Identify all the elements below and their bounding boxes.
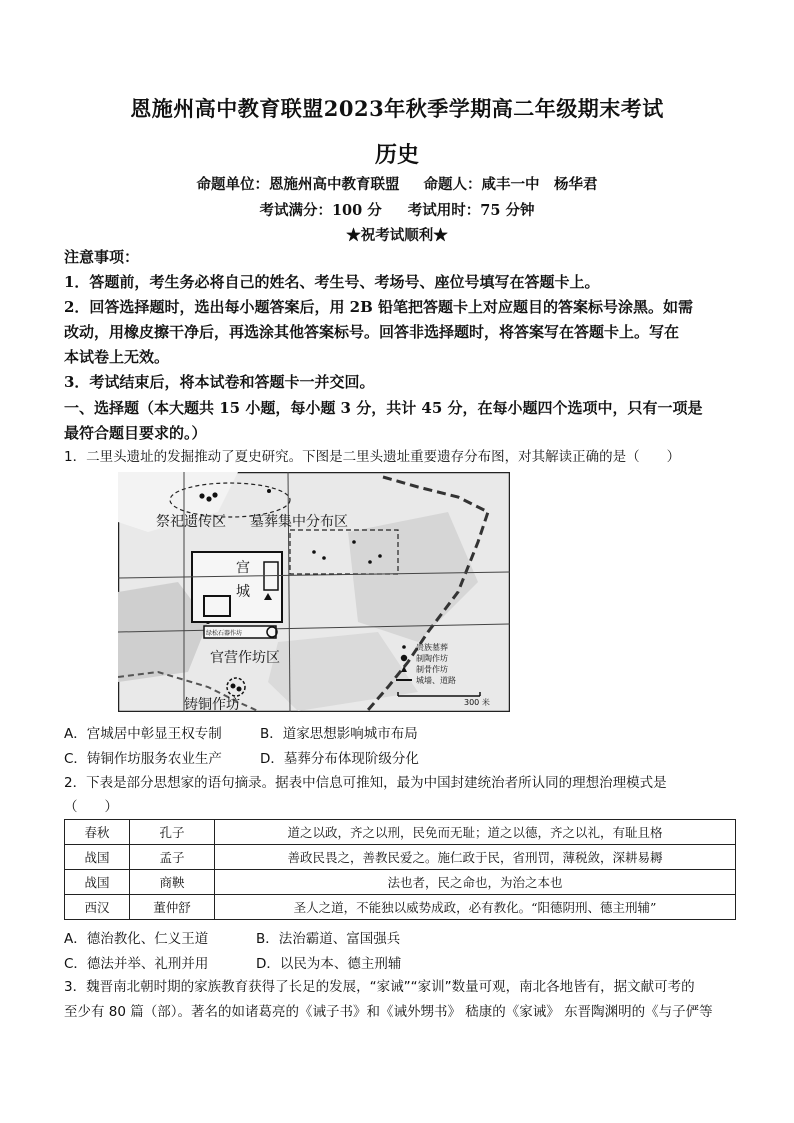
section-heading-cont: 最符合题目要求的。） bbox=[64, 424, 207, 442]
table-row bbox=[65, 845, 736, 870]
note-item: 1．答题前，考生务必将自己的姓名、考生号、考场号、座位号填写在答题卡上。 bbox=[64, 273, 600, 291]
good-luck-wish: ★祝考试顺利★ bbox=[346, 227, 448, 244]
question-3-stem: 3．魏晋南北朝时期的家族教育获得了长足的发展，“家诫”“家训”数量可观，南北各地皆有，据文献可考的 bbox=[64, 979, 695, 995]
q1-option-b[interactable]: B．道家思想影响城市布局 bbox=[260, 726, 418, 742]
table-cell-thinker: 孟子 bbox=[130, 845, 215, 870]
map-label-small: 绿松石器作坊 bbox=[206, 630, 243, 637]
legend-item: 贵族墓葬 bbox=[416, 643, 448, 652]
map-label-palace-2: 城 bbox=[236, 584, 250, 600]
map-label-tombs: 墓葬集中分布区 bbox=[250, 514, 348, 530]
author-line bbox=[0, 173, 794, 194]
table-cell-era: 战国 bbox=[65, 845, 130, 870]
question-1-stem: 1．二里头遗址的发掘推动了夏史研究。下图是二里头遗址重要遗存分布图，对其解读正确的是（ ） bbox=[64, 449, 681, 465]
q2-option-a[interactable]: A．德治教化、仁义王道 bbox=[64, 931, 209, 947]
note-item: 2．回答选择题时，选出每小题答案后，用 2B 铅笔把答题卡上对应题目的答案标号涂黑。如需 bbox=[64, 298, 694, 316]
table-cell-era: 战国 bbox=[65, 870, 130, 895]
q1-option-a[interactable]: A．宫城居中彰显王权专制 bbox=[64, 726, 222, 742]
q2-option-d[interactable]: D．以民为本、德主刑辅 bbox=[256, 956, 402, 972]
table-cell-era: 西汉 bbox=[65, 895, 130, 920]
table-cell-era: 春秋 bbox=[65, 820, 130, 845]
full-score: 考试满分：100 分 bbox=[259, 202, 382, 219]
notes-heading: 注意事项： bbox=[64, 248, 140, 266]
author-name: 命题人：咸丰一中 杨华君 bbox=[423, 176, 598, 193]
note-item: 本试卷上无效。 bbox=[64, 348, 170, 366]
exam-duration: 考试用时：75 分钟 bbox=[407, 202, 535, 219]
map-label-workshop: 官营作坊区 bbox=[210, 650, 280, 666]
map-label-palace-1: 宫 bbox=[236, 560, 250, 576]
legend-item: 制骨作坊 bbox=[416, 665, 448, 674]
table-cell-quote: 善政民畏之，善教民爱之。施仁政于民，省刑罚，薄税敛，深耕易耨 bbox=[215, 845, 736, 870]
author-unit: 命题单位：恩施州高中教育联盟 bbox=[196, 176, 400, 193]
table-cell-thinker: 商鞅 bbox=[130, 870, 215, 895]
note-item: 改动，用橡皮擦干净后，再选涂其他答案标号。回答非选择题时，将答案写在答题卡上。写在 bbox=[64, 323, 680, 341]
q1-option-d[interactable]: D．墓葬分布体现阶级分化 bbox=[260, 751, 419, 767]
table-cell-quote: 法也者，民之命也，为治之本也 bbox=[215, 870, 736, 895]
scale-label: 300 米 bbox=[464, 698, 490, 707]
erlitou-site-map bbox=[118, 472, 510, 712]
legend-item: 制陶作坊 bbox=[416, 654, 448, 663]
table-row bbox=[65, 895, 736, 920]
legend-item: 城墙、道路 bbox=[416, 676, 456, 685]
table-row bbox=[65, 870, 736, 895]
question-3-stem-cont: 至少有 80 篇（部）。著名的如诸葛亮的《诫子书》和《诫外甥书》 嵇康的《家诫》 东晋陶渊明的《与子俨等 bbox=[64, 1004, 713, 1020]
q1-option-c[interactable]: C．铸铜作坊服务农业生产 bbox=[64, 751, 222, 767]
map-label-sacrifice: 祭祀遗传区 bbox=[156, 514, 226, 530]
section-heading: 一、选择题（本大题共 15 小题，每小题 3 分，共计 45 分，在每小题四个选项中，只有一项是 bbox=[64, 399, 703, 417]
subject-title: 历史 bbox=[374, 142, 419, 168]
note-item: 3．考试结束后，将本试卷和答题卡一并交回。 bbox=[64, 373, 375, 391]
map-label-bronze: 铸铜作坊 bbox=[184, 697, 240, 712]
table-cell-thinker: 孔子 bbox=[130, 820, 215, 845]
exam-title: 恩施州高中教育联盟2023年秋季学期高二年级期末考试 bbox=[130, 96, 664, 121]
question-2-stem-cont: （ ） bbox=[64, 799, 118, 815]
table-cell-quote: 圣人之道，不能独以威势成政，必有教化。“阳德阴刑、德主刑辅” bbox=[215, 895, 736, 920]
pottery-legend-icon bbox=[401, 655, 407, 661]
q2-option-b[interactable]: B．法治霸道、富国强兵 bbox=[256, 931, 401, 947]
q2-option-c[interactable]: C．德法并举、礼刑并用 bbox=[64, 956, 209, 972]
exam-info-line bbox=[0, 199, 794, 220]
table-row bbox=[65, 820, 736, 845]
question-2-stem: 2．下表是部分思想家的语句摘录。据表中信息可推知，最为中国封建统治者所认同的理想治理模式是 bbox=[64, 775, 667, 791]
table-cell-thinker: 董仲舒 bbox=[130, 895, 215, 920]
tomb-legend-icon bbox=[402, 645, 406, 649]
thinkers-table bbox=[64, 819, 736, 920]
table-cell-quote: 道之以政，齐之以刑，民免而无耻；道之以德，齐之以礼，有耻且格 bbox=[215, 820, 736, 845]
